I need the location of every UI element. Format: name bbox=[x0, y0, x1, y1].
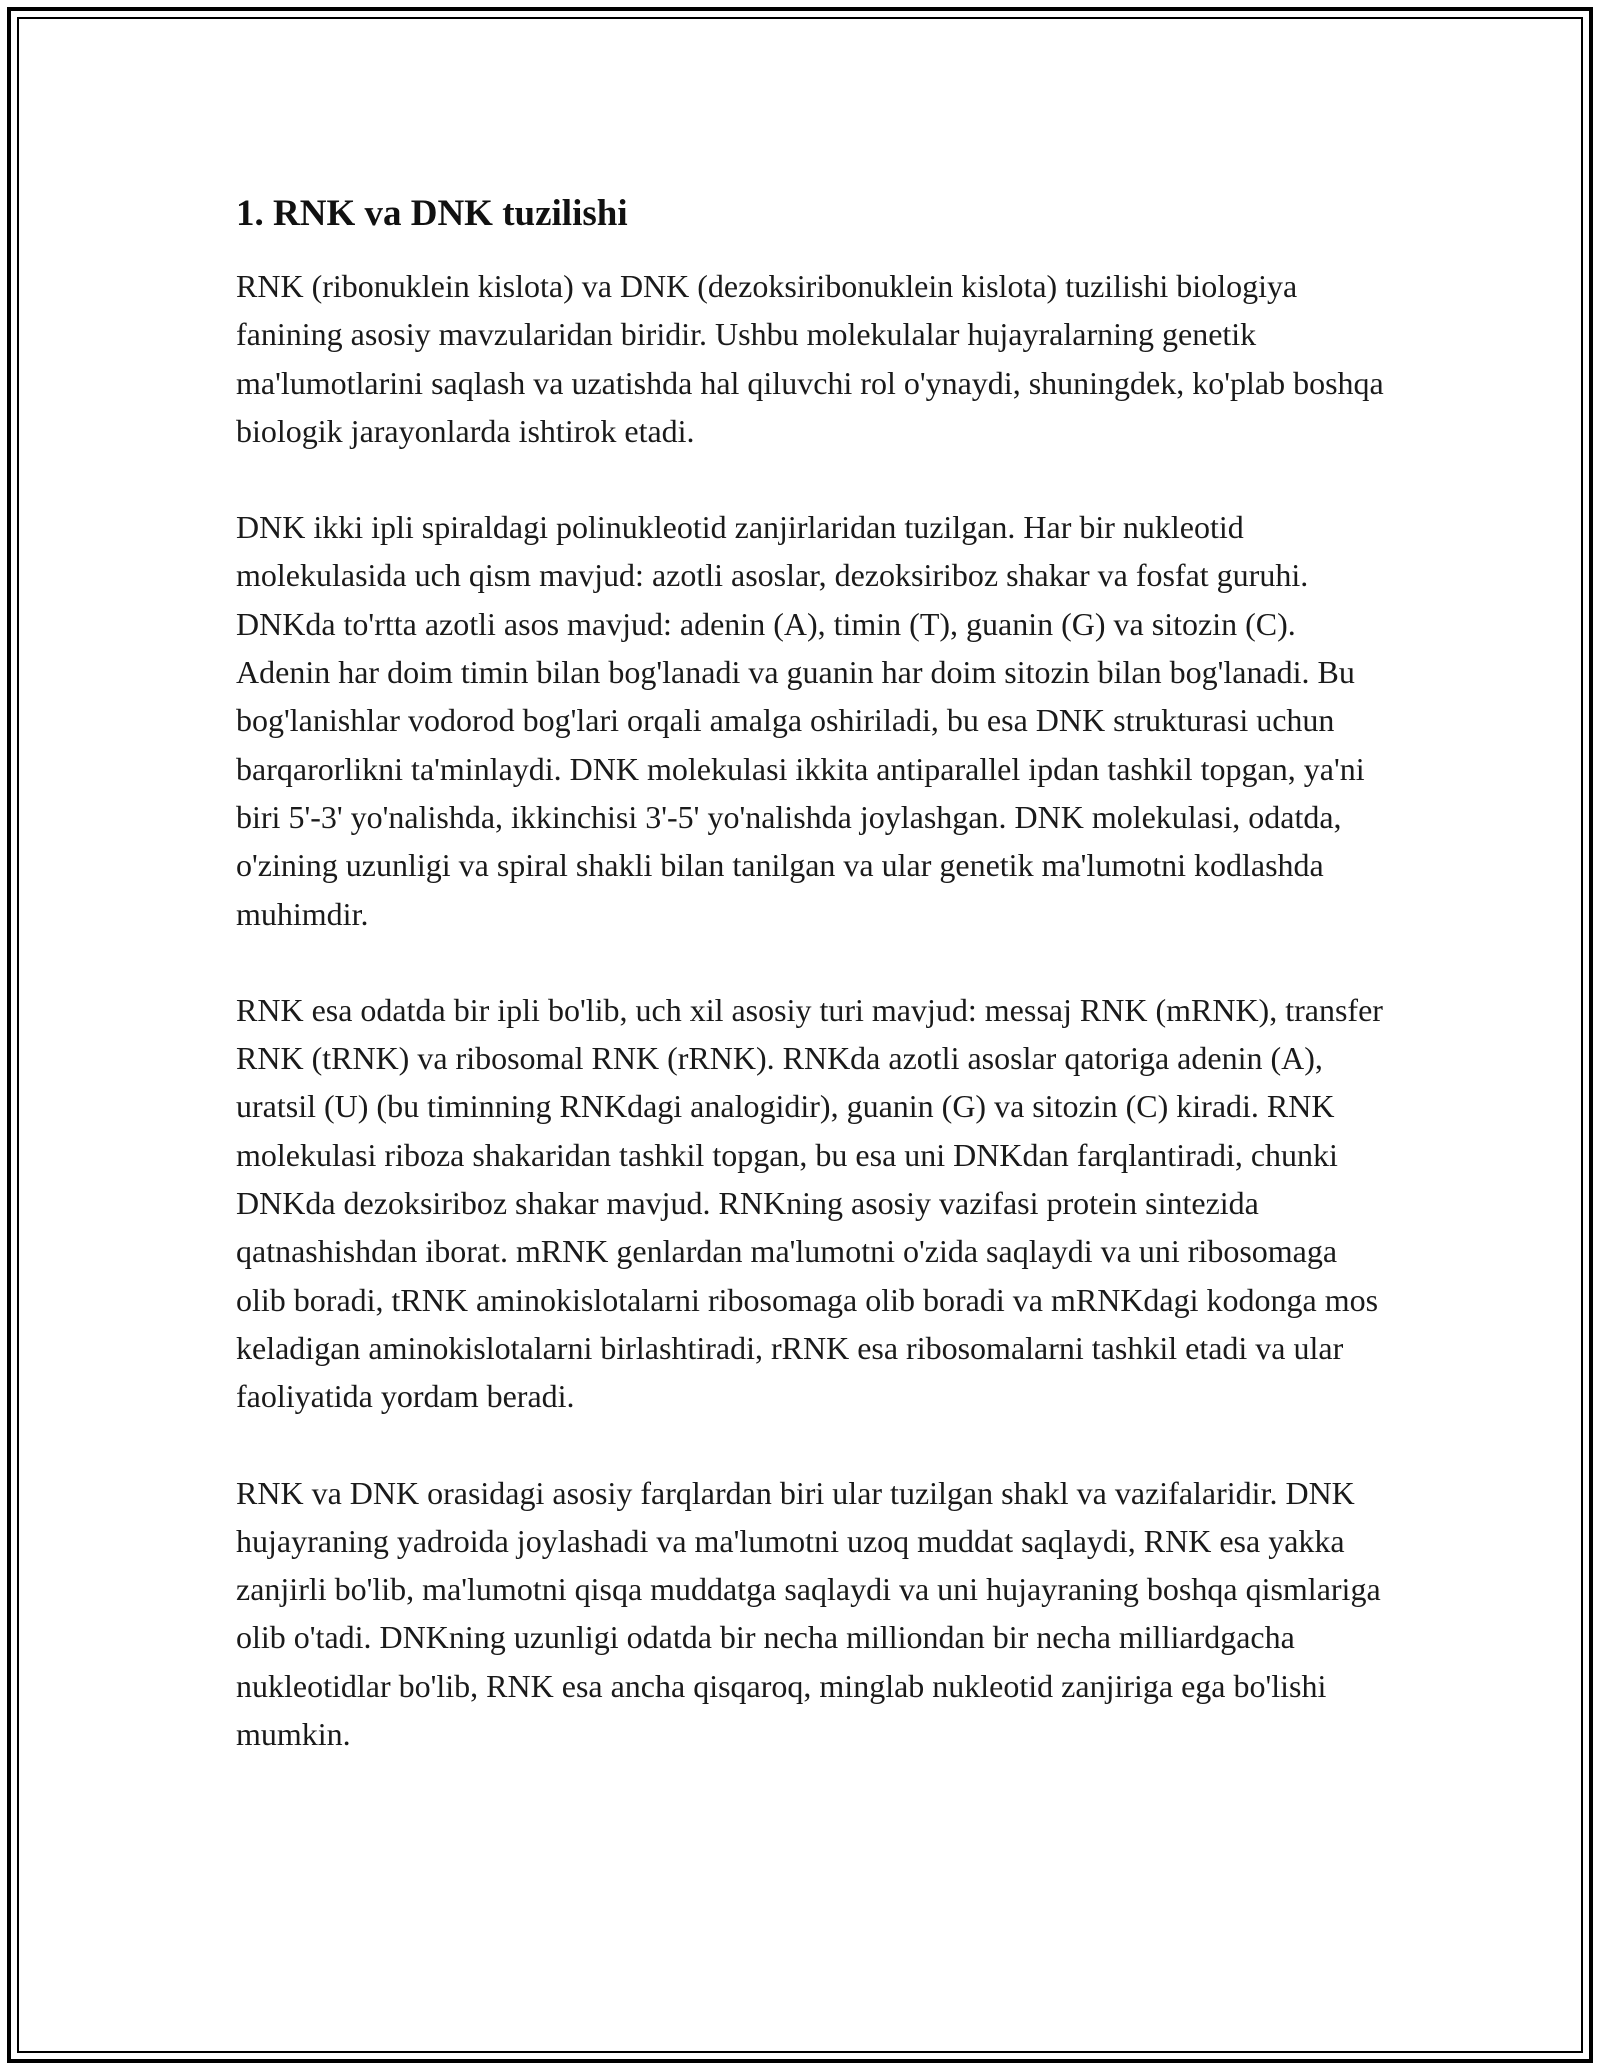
paragraph-intro: RNK (ribonuklein kislota) va DNK (dezoksiribonuklein kislota) tuzilishi biologiya fanining asosiy mavzularidan biridir. Ushbu molekulalar hujayralarning genetik ma'lumotlarini saqlash va uzatishda hal qiluvchi rol o'ynaydi, shuningdek, ko'plab boshqa biologik jarayonlarda ishtirok etadi. bbox=[236, 268, 1384, 449]
paragraph-dnk-structure: DNK ikki ipli spiraldagi polinukleotid zanjirlaridan tuzilgan. Har bir nukleotid molekulasida uch qism mavjud: azotli asoslar, dezoksiriboz shakar va fosfat guruhi. DNKda to'rtta azotli asos mavjud: adenin (A), timin (T), guanin (G) va sitozin (C). Adenin har doim timin bilan bog'lanadi va guanin har doim sitozin bilan bog'lanadi. Bu bog'lanishlar vodorod bog'lari orqali amalga oshiriladi, bu esa DNK strukturasi uchun barqarorlikni ta'minlaydi. DNK molekulasi ikkita antiparallel ipdan tashkil topgan, ya'ni biri 5'-3' yo'nalishda, ikkinchisi 3'-5' yo'nalishda joylashgan. DNK molekulasi, odatda, o'zining uzunligi va spiral shakli bilan tanilgan va ular genetik ma'lumotni kodlashda muhimdir. bbox=[236, 509, 1365, 932]
paragraph-rnk-structure: RNK esa odatda bir ipli bo'lib, uch xil asosiy turi mavjud: messaj RNK (mRNK), transfer RNK (tRNK) va ribosomal RNK (rRNK). RNKda azotli asoslar qatoriga adenin (A), uratsil (U) (bu timinning RNKdagi analogidir), guanin (G) va sitozin (C) kiradi. RNK molekulasi riboza shakaridan tashkil topgan, bu esa uni DNKdan farqlantiradi, chunki DNKda dezoksiriboz shakar mavjud. RNKning asosiy vazifasi protein sintezida qatnashishdan iborat. mRNK genlardan ma'lumotni o'zida saqlaydi va uni ribosomaga olib boradi, tRNK aminokislotalarni ribosomaga olib boradi va mRNKdagi kodonga mos keladigan aminokislotalarni birlashtiradi, rRNK esa ribosomalarni tashkil etadi va ular faoliyatida yordam beradi. bbox=[236, 991, 1383, 1415]
paragraph-differences: RNK va DNK orasidagi asosiy farqlardan biri ular tuzilgan shakl va vazifalaridir. DNK hujayraning yadroida joylashadi va ma'lumotni uzoq muddat saqlaydi, RNK esa yakka zanjirli bo'lib, ma'lumotni qisqa muddatga saqlaydi va uni hujayraning boshqa qismlariga olib o'tadi. DNKning uzunligi odatda bir necha milliondan bir necha milliardgacha nukleotidlar bo'lib, RNK esa ancha qisqaroq, minglab nukleotid zanjiriga ega bo'lishi mumkin. bbox=[236, 1474, 1381, 1753]
document-body bbox=[236, 188, 1386, 1806]
section-heading: 1. RNK va DNK tuzilishi bbox=[236, 193, 628, 234]
